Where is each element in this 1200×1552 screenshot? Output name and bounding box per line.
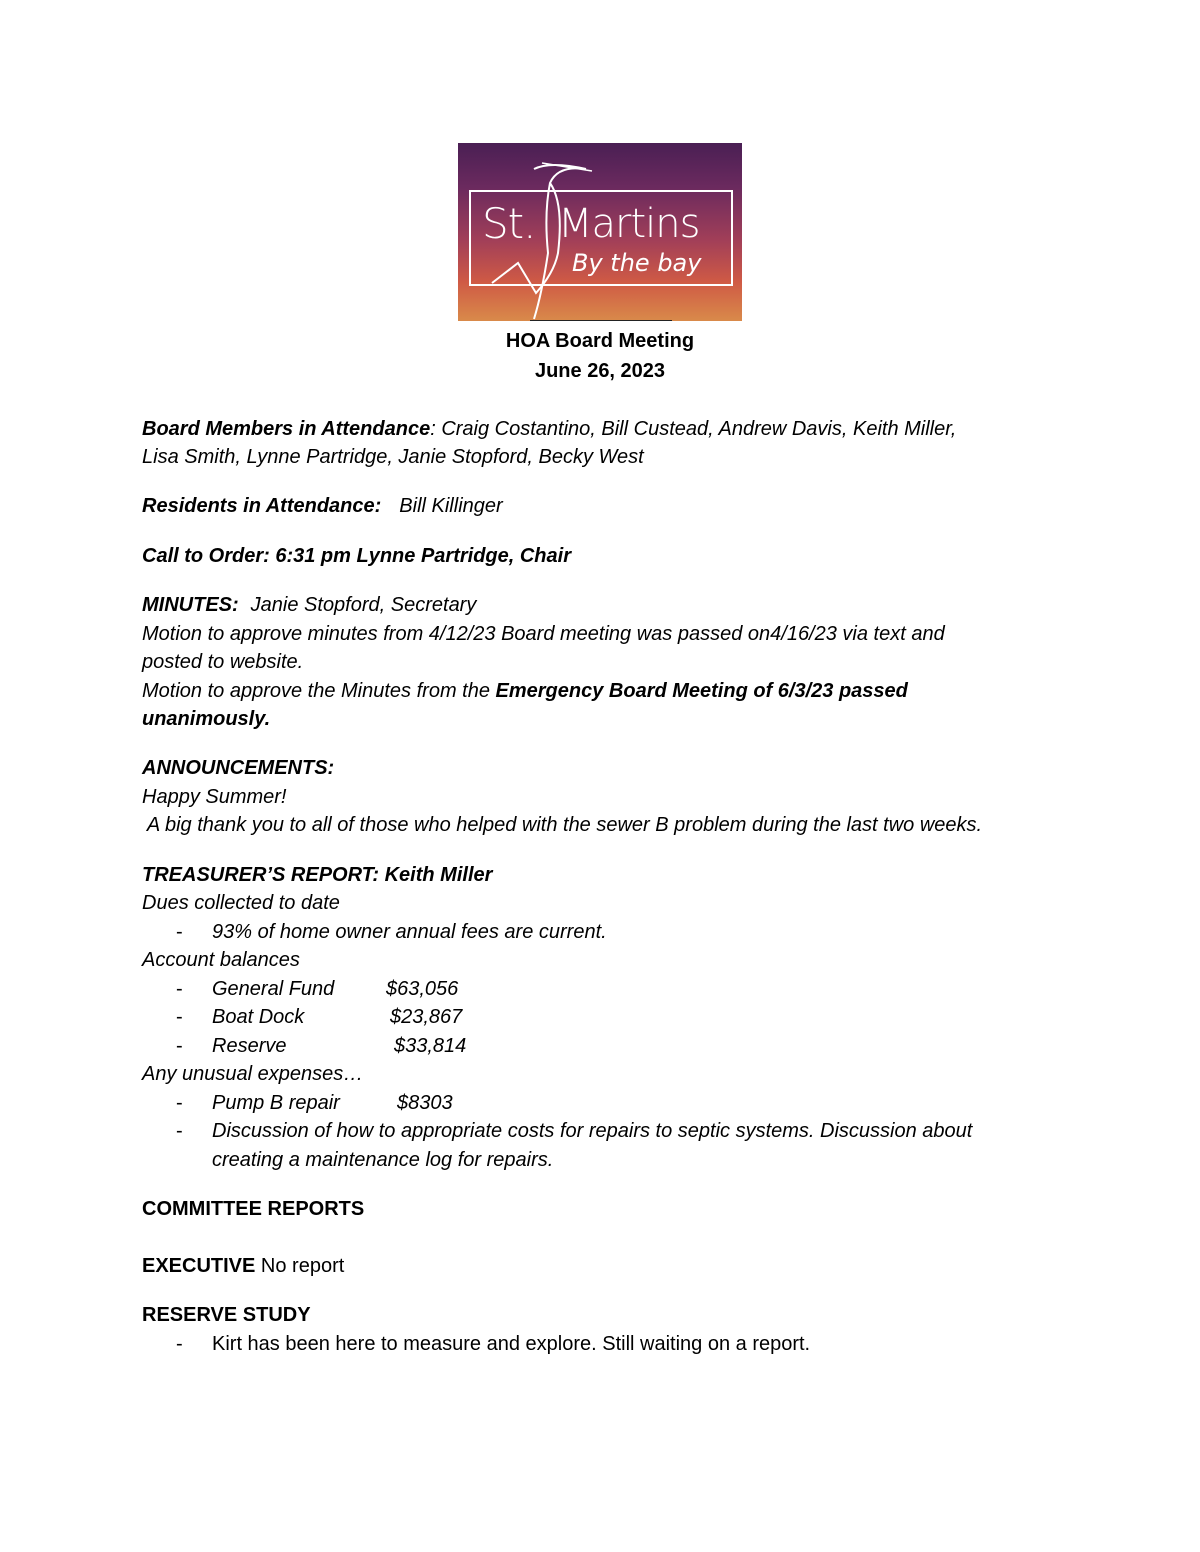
expense-amount-pump-b: $8303 xyxy=(397,1092,453,1114)
bullet-dash: - xyxy=(176,1035,183,1057)
minutes-line-4: unanimously. xyxy=(142,708,271,730)
residents-names: Bill Killinger xyxy=(399,495,503,517)
logo-text-st: St. xyxy=(482,199,536,248)
minutes-line-3-bold: Emergency Board Meeting of 6/3/23 passed xyxy=(495,680,908,702)
minutes-line-3 xyxy=(142,679,908,703)
minutes-line-3-plain: Motion to approve the Minutes from the xyxy=(142,680,496,702)
balance-amount-reserve: $33,814 xyxy=(394,1035,467,1057)
board-members-list-2: Lisa Smith, Lynne Partridge, Janie Stopford, Becky West xyxy=(142,446,644,468)
logo-tagline: By the bay xyxy=(572,249,702,277)
balances-heading: Account balances xyxy=(142,949,300,971)
executive-text: No report xyxy=(255,1255,345,1277)
announcements-line-1: Happy Summer! xyxy=(142,786,287,808)
balance-amount-general-fund: $63,056 xyxy=(386,978,459,1000)
bullet-dash: - xyxy=(176,1120,183,1142)
minutes-line-2: posted to website. xyxy=(142,651,304,673)
st-martins-logo xyxy=(458,143,742,321)
residents-attendance-line xyxy=(142,494,503,518)
board-attendance-line-1 xyxy=(142,417,956,441)
balance-amount-boat-dock: $23,867 xyxy=(390,1006,463,1028)
dues-item: 93% of home owner annual fees are current. xyxy=(212,921,607,943)
treasurer-heading: TREASURER’S REPORT: Keith Miller xyxy=(142,864,493,886)
discussion-line-2: creating a maintenance log for repairs. xyxy=(212,1149,554,1171)
bullet-dash: - xyxy=(176,978,183,1000)
bullet-dash: - xyxy=(176,921,183,943)
reserve-study-heading: RESERVE STUDY xyxy=(142,1304,311,1326)
bullet-dash: - xyxy=(176,1333,183,1355)
expenses-heading: Any unusual expenses… xyxy=(142,1063,364,1085)
dues-heading: Dues collected to date xyxy=(142,892,340,914)
balance-name-general-fund: General Fund xyxy=(212,978,335,1000)
discussion-line-1: Discussion of how to appropriate costs for repairs to septic systems. Discussion about xyxy=(212,1120,973,1142)
balance-name-reserve: Reserve xyxy=(212,1035,287,1057)
minutes-label: MINUTES: xyxy=(142,594,239,616)
call-to-order: Call to Order: 6:31 pm Lynne Partridge, Chair xyxy=(142,545,571,567)
document-title: HOA Board Meeting xyxy=(505,330,695,352)
bullet-dash: - xyxy=(176,1006,183,1028)
executive-line xyxy=(142,1254,344,1278)
board-members-list-1: : Craig Costantino, Bill Custead, Andrew Davis, Keith Miller, xyxy=(430,418,957,440)
balance-name-boat-dock: Boat Dock xyxy=(212,1006,305,1028)
announcements-heading: ANNOUNCEMENTS: xyxy=(142,757,335,779)
announcements-line-2: A big thank you to all of those who helped with the sewer B problem during the last two weeks. xyxy=(142,814,983,836)
minutes-heading-line xyxy=(142,593,476,617)
minutes-line-1: Motion to approve minutes from 4/12/23 Board meeting was passed on4/16/23 via text and xyxy=(142,623,945,645)
executive-label: EXECUTIVE xyxy=(142,1255,256,1277)
residents-attendance-label: Residents in Attendance: xyxy=(142,495,382,517)
minutes-secretary: Janie Stopford, Secretary xyxy=(250,594,477,616)
expense-name-pump-b: Pump B repair xyxy=(212,1092,340,1114)
committee-reports-heading: COMMITTEE REPORTS xyxy=(142,1198,365,1220)
logo-text-martins: Martins xyxy=(558,201,700,247)
meeting-date: June 26, 2023 xyxy=(534,360,666,382)
reserve-study-item: Kirt has been here to measure and explore. Still waiting on a report. xyxy=(212,1333,811,1355)
board-attendance-label: Board Members in Attendance xyxy=(142,418,431,440)
bullet-dash: - xyxy=(176,1092,183,1114)
